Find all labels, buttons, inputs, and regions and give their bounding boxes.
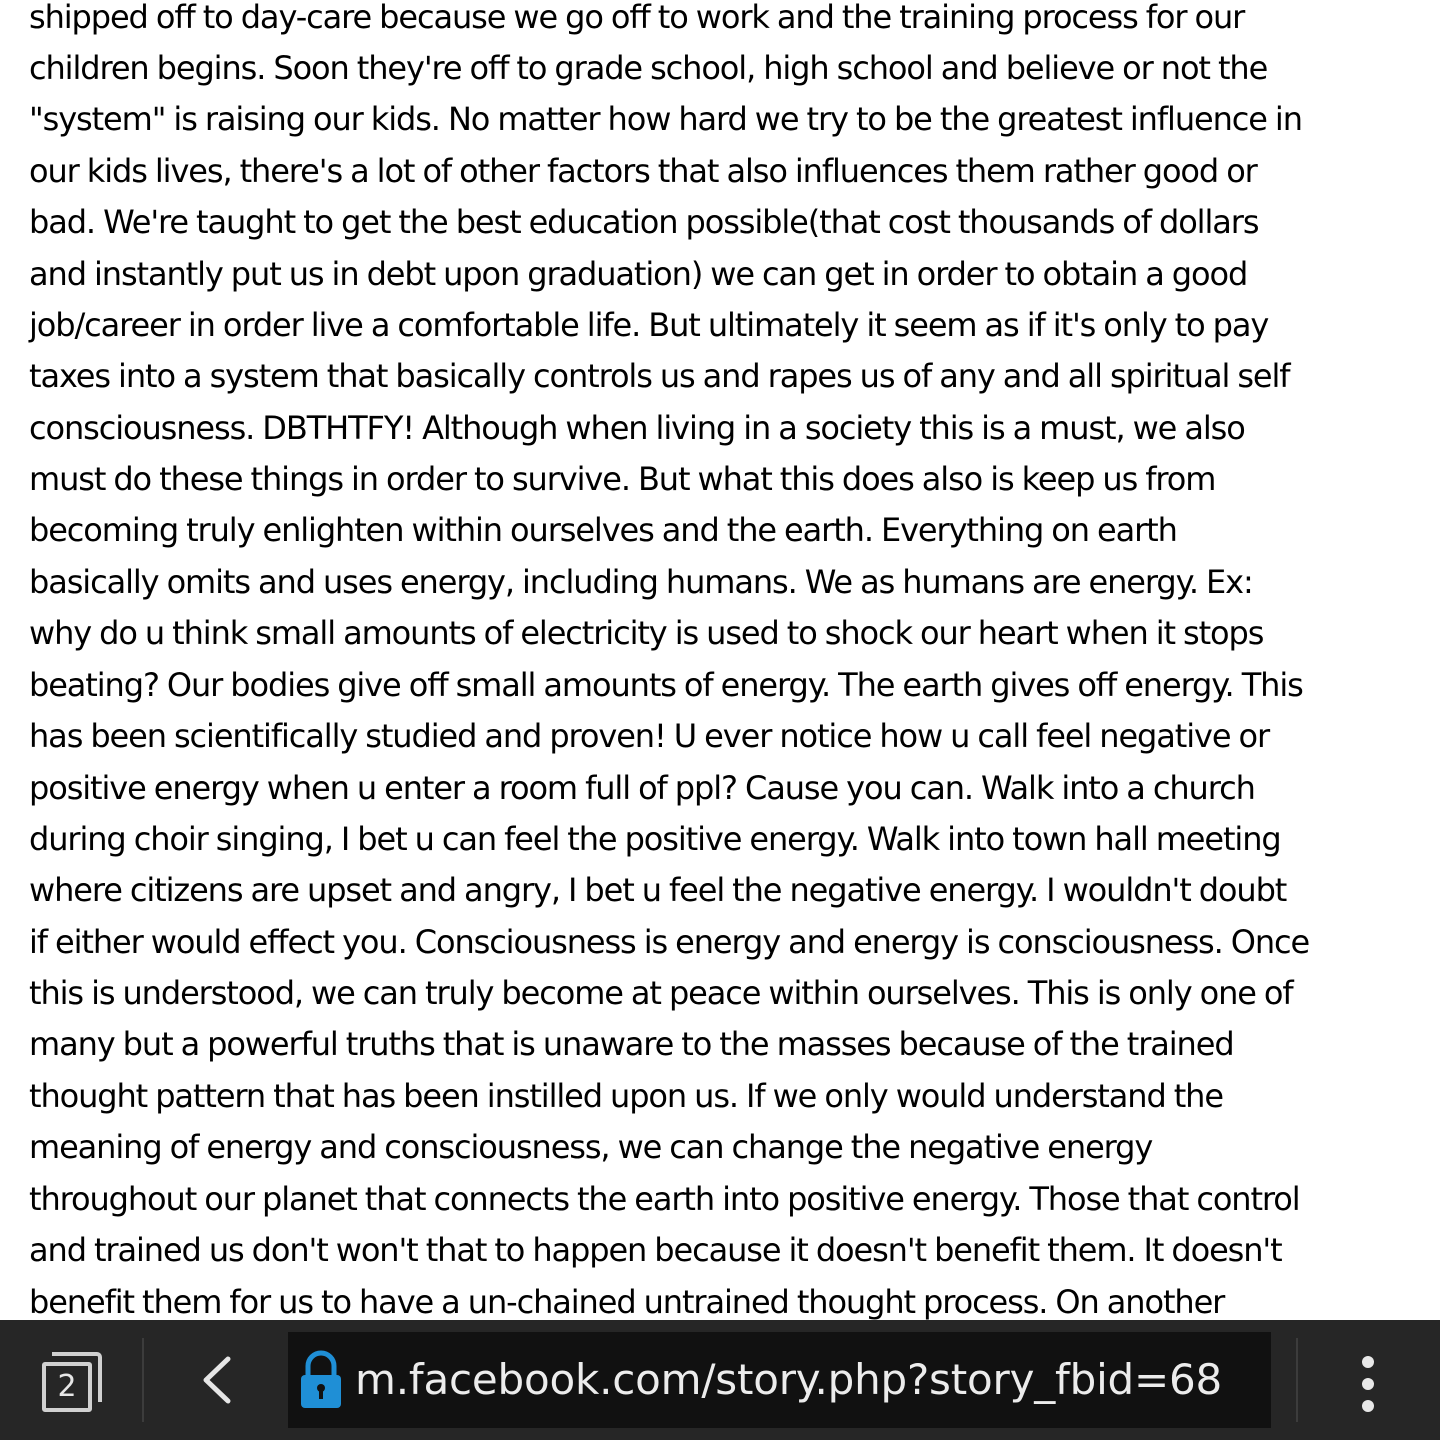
article-line-11: becoming truly enlighten within ourselves and the earth. Everything on earth bbox=[29, 511, 1177, 549]
article-line-25: and trained us don't won't that to happen because it doesn't benefit them. It doesn't bbox=[29, 1231, 1282, 1269]
article-line-24: throughout our planet that connects the earth into positive energy. Those that control bbox=[29, 1180, 1300, 1218]
article-line-17: during choir singing, I bet u can feel the positive energy. Walk into town hall meeting bbox=[29, 820, 1281, 858]
article-line-26: benefit them for us to have a un-chained untrained thought process. On another bbox=[29, 1283, 1225, 1320]
article-line-16: positive energy when u enter a room full of ppl? Cause you can. Walk into a church bbox=[29, 769, 1255, 807]
article-line-12: basically omits and uses energy, including humans. We as humans are energy. Ex: bbox=[29, 563, 1253, 601]
back-chevron-icon bbox=[200, 1356, 232, 1404]
tab-count-badge: 2 bbox=[42, 1362, 92, 1412]
article-line-8: taxes into a system that basically controls us and rapes us of any and all spiritual self bbox=[29, 357, 1290, 395]
article-line-4: our kids lives, there's a lot of other factors that also influences them rather good or bbox=[29, 152, 1257, 190]
article-line-2: children begins. Soon they're off to grade school, high school and believe or not the bbox=[29, 49, 1268, 87]
toolbar-divider bbox=[142, 1338, 144, 1422]
article-line-19: if either would effect you. Consciousness is energy and energy is consciousness. Once bbox=[29, 923, 1310, 961]
article-line-21: many but a powerful truths that is unaware to the masses because of the trained bbox=[29, 1025, 1234, 1063]
menu-dot bbox=[1362, 1378, 1374, 1390]
article-line-10: must do these things in order to survive. But what this does also is keep us from bbox=[29, 460, 1216, 498]
article-line-9: consciousness. DBTHTFY! Although when living in a society this is a must, we also bbox=[29, 409, 1245, 447]
article-line-23: meaning of energy and consciousness, we can change the negative energy bbox=[29, 1128, 1153, 1166]
overflow-menu-button[interactable] bbox=[1338, 1338, 1398, 1422]
menu-dot bbox=[1362, 1400, 1374, 1412]
lock-icon bbox=[298, 1350, 344, 1410]
article-line-6: and instantly put us in debt upon graduation) we can get in order to obtain a good bbox=[29, 255, 1248, 293]
article-line-5: bad. We're taught to get the best education possible(that cost thousands of dollars bbox=[29, 203, 1259, 241]
article-line-22: thought pattern that has been instilled upon us. If we only would understand the bbox=[29, 1077, 1223, 1115]
tabs-button[interactable] bbox=[22, 1332, 122, 1428]
article-line-1: shipped off to day-care because we go off to work and the training process for our bbox=[29, 0, 1245, 36]
browser-bottom-bar bbox=[0, 1320, 1440, 1440]
article-line-7: job/career in order live a comfortable life. But ultimately it seem as if it's only to pay bbox=[29, 306, 1269, 344]
article-line-18: where citizens are upset and angry, I bet u feel the negative energy. I wouldn't doubt bbox=[29, 871, 1287, 909]
article-line-20: this is understood, we can truly become at peace within ourselves. This is only one of bbox=[29, 974, 1293, 1012]
back-button[interactable] bbox=[186, 1340, 246, 1420]
article-line-14: beating? Our bodies give off small amounts of energy. The earth gives off energy. This bbox=[29, 666, 1303, 704]
address-bar[interactable] bbox=[288, 1332, 1271, 1428]
article-line-13: why do u think small amounts of electricity is used to shock our heart when it stops bbox=[29, 614, 1264, 652]
menu-dot bbox=[1362, 1356, 1374, 1368]
toolbar-divider bbox=[1296, 1338, 1298, 1422]
article-line-3: "system" is raising our kids. No matter how hard we try to be the greatest influence in bbox=[29, 100, 1302, 138]
article-line-15: has been scientifically studied and proven! U ever notice how u call feel negative or bbox=[29, 717, 1270, 755]
url-text: m.facebook.com/story.php?story_fbid=68 bbox=[355, 1355, 1223, 1404]
